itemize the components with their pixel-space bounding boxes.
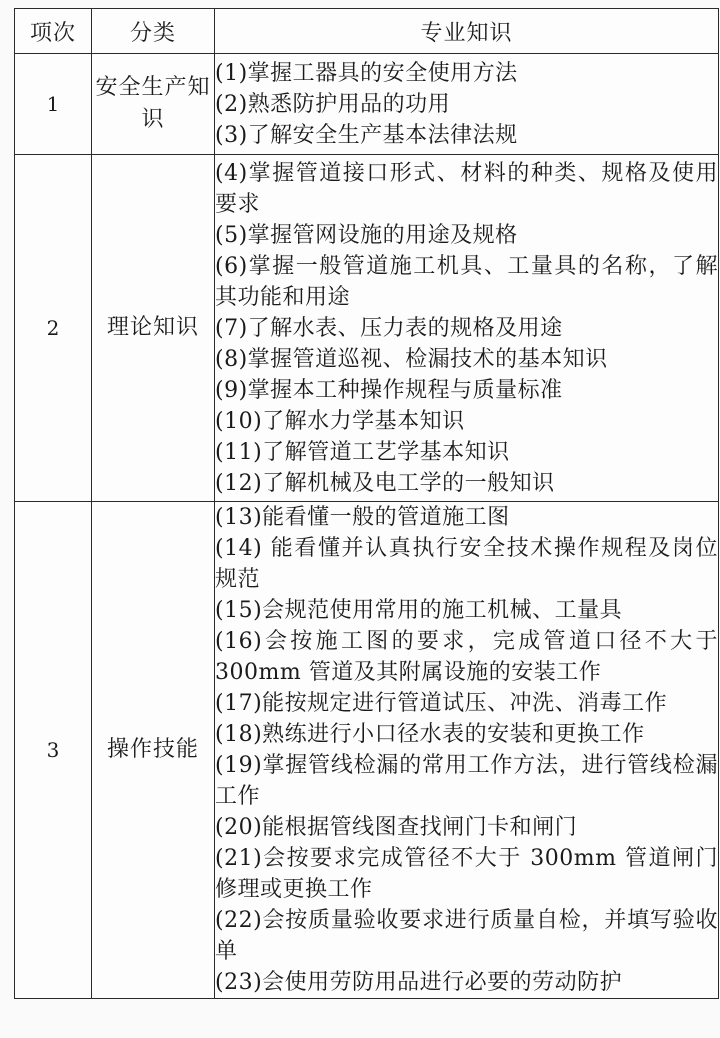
row-knowledge [215, 155, 719, 502]
row-index: 2 [15, 155, 92, 502]
row-knowledge [215, 54, 719, 155]
table-row [15, 502, 719, 999]
table-row [15, 54, 719, 155]
knowledge-item: (3)了解安全生产基本法律法规 [215, 122, 518, 148]
header-knowledge: 专业知识 [215, 9, 719, 54]
knowledge-item: (7)了解水表、压力表的规格及用途 [215, 315, 563, 341]
header-category: 分类 [92, 9, 215, 54]
knowledge-item: (5)掌握管网设施的用途及规格 [215, 222, 518, 248]
row-category: 理论知识 [92, 155, 215, 502]
header-row [15, 9, 719, 54]
row-category: 安全生产知识 [92, 54, 215, 155]
knowledge-item: (11)了解管道工艺学基本知识 [215, 439, 510, 465]
knowledge-item: (20)能根据管线图查找闸门卡和闸门 [215, 815, 578, 840]
knowledge-item: (19)掌握管线检漏的常用工作方法，进行管线检漏工作 [215, 753, 718, 809]
header-index: 项次 [15, 9, 92, 54]
knowledge-item: (15)会规范使用常用的施工机械、工量具 [215, 598, 623, 623]
knowledge-item: (22)会按质量验收要求进行质量自检，并填写验收单 [215, 908, 718, 964]
knowledge-item: (10)了解水力学基本知识 [215, 408, 465, 434]
knowledge-item: (21)会按要求完成管径不大于 300mm 管道闸门修理或更换工作 [215, 846, 718, 902]
row-knowledge [215, 502, 719, 999]
knowledge-item: (9)掌握本工种操作规程与质量标准 [215, 377, 563, 403]
knowledge-item: (23)会使用劳防用品进行必要的劳动防护 [215, 970, 623, 995]
row-index: 3 [15, 502, 92, 999]
knowledge-item: (18)熟练进行小口径水表的安装和更换工作 [215, 722, 645, 747]
knowledge-item: (12)了解机械及电工学的一般知识 [215, 470, 555, 496]
skills-table [14, 8, 719, 999]
knowledge-item: (17)能按规定进行管道试压、冲洗、消毒工作 [215, 691, 668, 716]
knowledge-item: (2)熟悉防护用品的功用 [215, 91, 451, 117]
row-index: 1 [15, 54, 92, 155]
row-category: 操作技能 [92, 502, 215, 999]
knowledge-item: (4)掌握管道接口形式、材料的种类、规格及使用要求 [215, 160, 718, 217]
table-row [15, 155, 719, 502]
knowledge-item: (1)掌握工器具的安全使用方法 [215, 60, 518, 86]
knowledge-item: (6)掌握一般管道施工机具、工量具的名称，了解其功能和用途 [215, 253, 718, 310]
knowledge-item: (8)掌握管道巡视、检漏技术的基本知识 [215, 346, 608, 372]
knowledge-item: (14) 能看懂并认真执行安全技术操作规程及岗位规范 [215, 536, 718, 592]
knowledge-item: (16)会按施工图的要求，完成管道口径不大于300mm 管道及其附属设施的安装工作 [215, 629, 718, 685]
knowledge-item: (13)能看懂一般的管道施工图 [215, 505, 510, 530]
